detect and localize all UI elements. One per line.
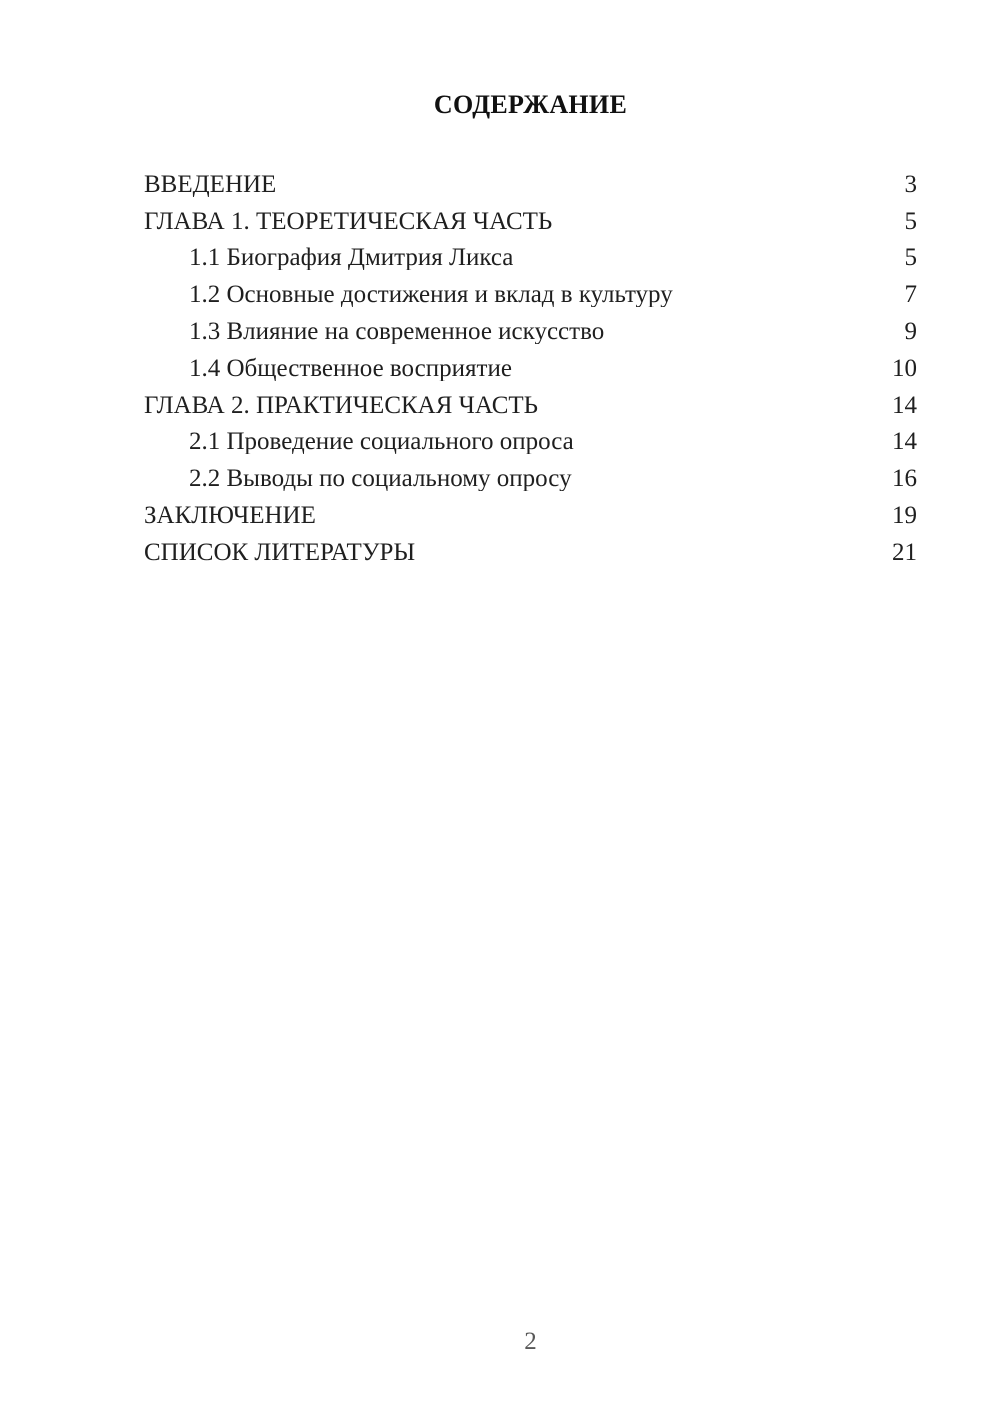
toc-entry <box>144 276 917 313</box>
toc-entry <box>144 387 917 424</box>
toc-entry-page-number: 5 <box>904 244 917 272</box>
toc-entry-label: 1.3 Влияние на современное искусство <box>189 319 605 345</box>
toc-entry-label: 1.4 Общественное восприятие <box>189 355 512 381</box>
toc-entry <box>144 460 917 497</box>
toc-entry <box>144 166 917 203</box>
toc-entry-label: ГЛАВА 1. ТЕОРЕТИЧЕСКАЯ ЧАСТЬ <box>144 208 553 234</box>
toc-entry <box>144 240 917 277</box>
toc-entry-page-number: 10 <box>892 354 917 382</box>
toc-entry <box>144 313 917 350</box>
toc-entry-label: ВВЕДЕНИЕ <box>144 171 277 197</box>
toc-entry-page-number: 19 <box>892 502 917 530</box>
toc-entry-label: 1.2 Основные достижения и вклад в культуру <box>189 282 673 308</box>
toc-entry-page-number: 5 <box>904 207 917 235</box>
toc-entry-page-number: 21 <box>892 538 917 566</box>
toc-entry <box>144 424 917 461</box>
page-title: СОДЕРЖАНИЕ <box>433 90 628 119</box>
toc-entry-label: ЗАКЛЮЧЕНИЕ <box>144 503 316 529</box>
toc-entry-page-number: 14 <box>892 428 917 456</box>
page-number: 2 <box>524 1328 537 1355</box>
toc-entry <box>144 350 917 387</box>
toc-entry-page-number: 9 <box>904 318 917 346</box>
toc-entry <box>144 534 917 571</box>
toc-entry-label: 2.1 Проведение социального опроса <box>189 429 574 455</box>
toc-entry <box>144 203 917 240</box>
toc-entry-label: 1.1 Биография Дмитрия Ликса <box>189 245 514 271</box>
toc-entry-label: ГЛАВА 2. ПРАКТИЧЕСКАЯ ЧАСТЬ <box>144 392 539 418</box>
toc-entry-page-number: 7 <box>904 281 917 309</box>
table-of-contents <box>144 166 917 571</box>
toc-entry-page-number: 14 <box>892 391 917 419</box>
toc-entry-page-number: 3 <box>904 170 917 198</box>
toc-entry <box>144 497 917 534</box>
toc-entry-label: 2.2 Выводы по социальному опросу <box>189 466 572 492</box>
toc-entry-label: СПИСОК ЛИТЕРАТУРЫ <box>144 539 416 565</box>
toc-entry-page-number: 16 <box>892 465 917 493</box>
